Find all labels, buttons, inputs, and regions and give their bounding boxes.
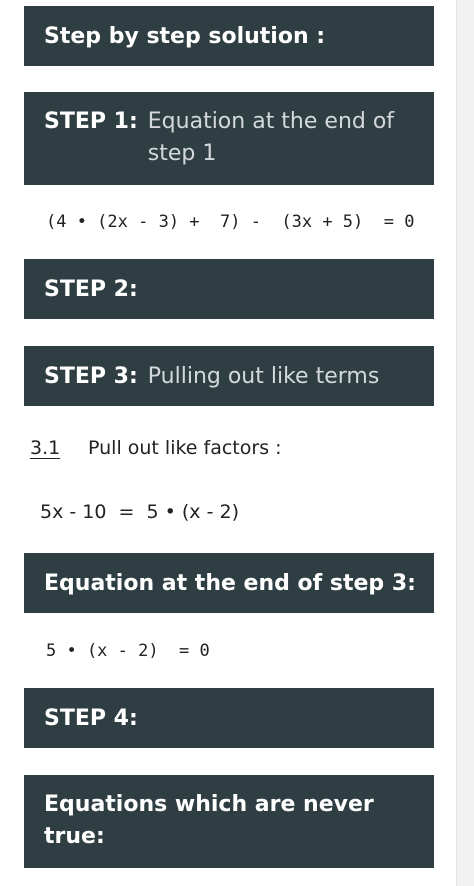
step1-equation: (4 • (2x - 3) + 7) - (3x + 5) = 0 — [46, 212, 415, 232]
equation-end-step3-header — [24, 553, 434, 613]
substep-number: 3.1 — [30, 437, 61, 459]
equation-end-step3-title: Equation at the end of step 3: — [44, 570, 416, 596]
step4-label: STEP 4: — [44, 705, 138, 731]
step1-label: STEP 1: — [44, 109, 138, 134]
solution-header-title: Step by step solution : — [44, 23, 326, 49]
step1-subtitle: Equation at the end of step 1 — [147, 109, 395, 166]
step3-subtitle: Pulling out like terms — [147, 363, 380, 389]
step3-label: STEP 3: — [44, 363, 138, 389]
factor-equation: 5x - 10 = 5 • (x - 2) — [40, 501, 239, 523]
step3-equation: 5 • (x - 2) = 0 — [46, 641, 210, 661]
solution-header — [24, 6, 434, 66]
step4-header — [24, 688, 434, 748]
step1-header — [24, 92, 434, 185]
never-true-title: Equations which are never true: — [44, 792, 374, 849]
step2-header — [24, 259, 434, 319]
never-true-header — [24, 775, 434, 868]
substep-text: Pull out like factors : — [88, 437, 282, 459]
scrollbar-track[interactable] — [456, 0, 474, 886]
step2-label: STEP 2: — [44, 276, 138, 302]
step3-header — [24, 346, 434, 406]
step1-header-content — [44, 92, 418, 170]
